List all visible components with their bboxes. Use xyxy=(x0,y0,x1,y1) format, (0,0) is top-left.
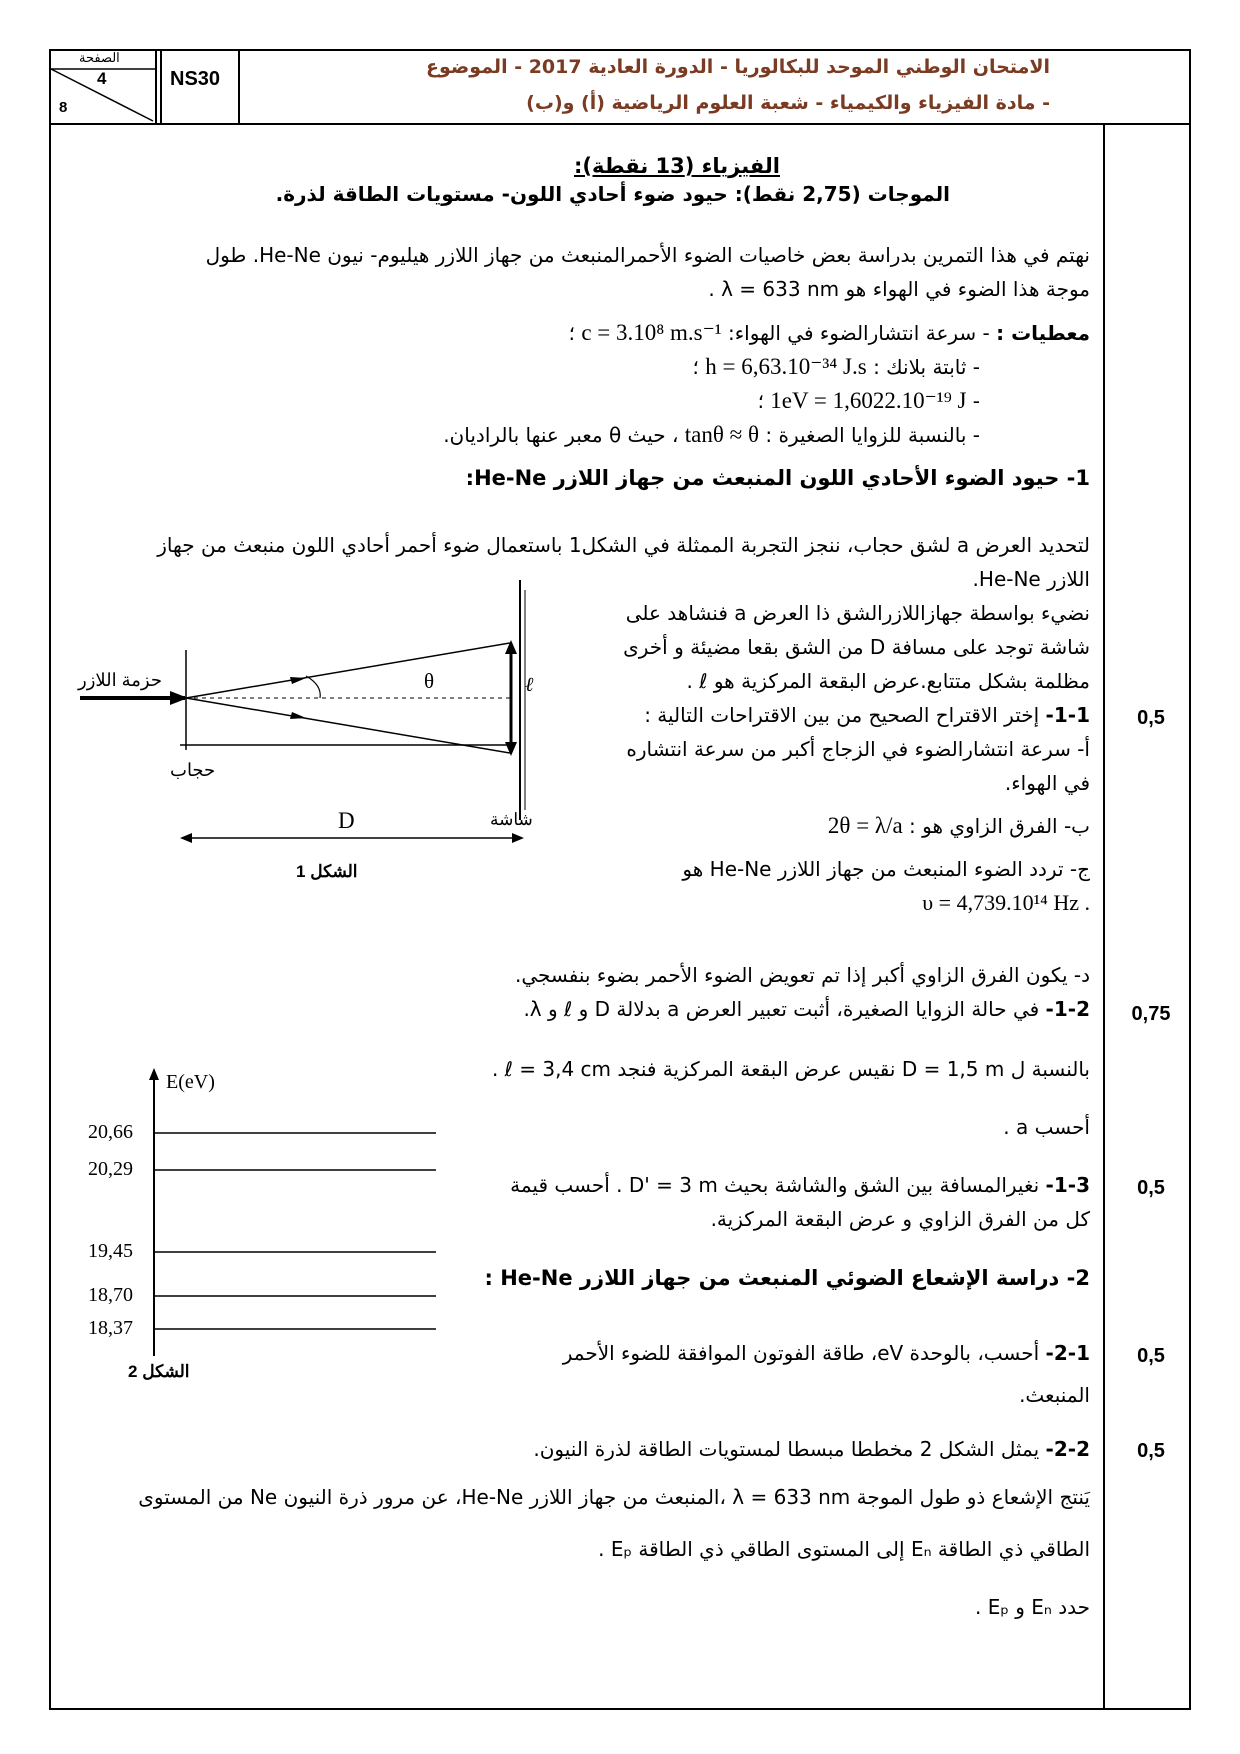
intro-line1: نهتم في هذا التمرين بدراسة بعض خاصيات الضوء الأحمرالمنبعث من جهاز اللازر هيليوم- نيون He-Ne. طول xyxy=(205,243,1090,267)
energy-axis-arrow xyxy=(149,1068,159,1080)
data-item1-formula: c = 3.10⁸ m.s⁻¹ xyxy=(581,320,722,345)
width-arrow-top xyxy=(505,640,517,654)
data-block xyxy=(190,316,1090,452)
figure1-caption: الشكل 1 xyxy=(296,862,358,881)
exam-code: NS30 xyxy=(170,68,221,90)
q12 xyxy=(290,992,1090,1026)
level-label-18-70: 18,70 xyxy=(88,1284,133,1306)
total-pages: 8 xyxy=(59,99,68,116)
upper-ray xyxy=(186,643,510,698)
figure1-screen-label: شاشة xyxy=(490,810,533,829)
data-item3-text: - xyxy=(972,389,980,413)
option-b xyxy=(590,800,1090,852)
option-d: د- يكون الفرق الزاوي أكبر إذا تم تعويض الضوء الأحمر بضوء بنفسجي. xyxy=(514,963,1090,987)
q22-body-line2: الطاقي ذي الطاقة Eₙ إلى المستوى الطاقي ذي الطاقة Eₚ . xyxy=(598,1537,1090,1561)
figure1-distance: D xyxy=(338,808,355,833)
section1-p2-line1: نضيء بواسطة جهازاللازرالشق ذا العرض a فنشاهد على xyxy=(625,601,1090,625)
data-line3 xyxy=(190,384,1090,418)
data-line1 xyxy=(190,316,1090,350)
intro-line2: موجة هذا الضوء في الهواء هو λ = 633 nm . xyxy=(708,277,1090,301)
section2-title: 2- دراسة الإشعاع الضوئي المنبعث من جهاز اللازر He-Ne : xyxy=(484,1266,1090,1290)
option-b-formula: 2θ = λ/a xyxy=(827,813,903,838)
angle-arc xyxy=(306,676,320,698)
option-a-line1: أ- سرعة انتشارالضوء في الزجاج أكبر من سرعة انتشاره xyxy=(626,737,1090,761)
upper-ray-arrow xyxy=(290,677,306,684)
option-c-line1: ج- تردد الضوء المنبعث من جهاز اللازر He-Ne هو xyxy=(682,857,1090,881)
section1-p1b: اللازر He-Ne. xyxy=(972,567,1090,591)
lower-ray-arrow xyxy=(290,712,306,719)
section1-p2-line3: مظلمة بشكل متتابع.عرض البقعة المركزية هو ℓ . xyxy=(686,669,1090,693)
header-title-line1: الامتحان الوطني الموحد للبكالوريا - الدورة العادية 2017 - الموضوع xyxy=(426,56,1050,78)
section1-p2 xyxy=(590,596,1090,698)
figure2-energy-diagram xyxy=(140,1066,440,1366)
level-label-20-29: 20,29 xyxy=(88,1158,133,1180)
q12-text: في حالة الزوايا الصغيرة، أثبت تعبير العرض a بدلالة D و ℓ و λ. xyxy=(523,997,1040,1021)
q21-score: 0,5 xyxy=(1137,1345,1165,1367)
level-label-19-45: 19,45 xyxy=(88,1240,133,1262)
figure1-laser-label: حزمة اللازر xyxy=(78,670,162,690)
figure1-slit-label: حجاب xyxy=(170,760,216,780)
figure1-diagram xyxy=(70,580,550,840)
page-number: 4 xyxy=(97,69,107,88)
data-item2-formula: h = 6,63.10⁻³⁴ J.s xyxy=(705,354,867,379)
header-title-line2: - مادة الفيزياء والكيمياء - شعبة العلوم الرياضية (أ) و(ب) xyxy=(526,92,1050,114)
option-c-line2: . υ = 4,739.10¹⁴ Hz xyxy=(922,890,1090,915)
q21-line1 xyxy=(490,1336,1090,1370)
q22-text: يمثل الشكل 2 مخططا مبسطا لمستويات الطاقة لذرة النيون. xyxy=(533,1437,1040,1461)
q22 xyxy=(290,1432,1090,1466)
figure1-theta: θ xyxy=(424,669,435,693)
option-a-line2: في الهواء. xyxy=(1004,771,1090,795)
data-item3-formula: 1eV = 1,6022.10⁻¹⁹ J xyxy=(770,388,967,413)
q22-score: 0,5 xyxy=(1137,1440,1165,1462)
score-column-divider xyxy=(1103,125,1105,1710)
q13-text-line1: نغيرالمسافة بين الشق والشاشة بحيث D' = 3 m . أحسب قيمة xyxy=(510,1173,1040,1197)
q12-score: 0,75 xyxy=(1131,1003,1171,1025)
section1-p1: لتحديد العرض a لشق حجاب، ننجز التجربة الممثلة في الشكل1 باستعمال ضوء أحمر أحادي اللون منبعث من جهاز xyxy=(157,533,1090,557)
data-separator: ؛ xyxy=(568,321,575,345)
page-label: الصفحة xyxy=(79,50,120,65)
q11-text: إختر الاقتراح الصحيح من بين الاقتراحات التالية : xyxy=(644,703,1040,727)
page-number-box xyxy=(49,49,157,125)
data-item4-formula: tanθ ≈ θ xyxy=(684,422,760,447)
data-item2-text: - ثابتة بلانك : xyxy=(873,355,980,379)
q21-line2: المنبعث. xyxy=(1019,1383,1090,1407)
q11-number: 1-1- xyxy=(1045,703,1090,727)
q11-options xyxy=(590,732,1090,920)
level-label-20-66: 20,66 xyxy=(88,1121,133,1143)
q11 xyxy=(590,698,1090,732)
level-label-18-37: 18,37 xyxy=(88,1317,133,1339)
data-line4 xyxy=(190,418,1090,452)
q13-number: 1-3- xyxy=(1045,1173,1090,1197)
q22-number: 2-2- xyxy=(1045,1437,1090,1461)
figure1-width: ℓ xyxy=(525,674,534,696)
q13-line2: كل من الفرق الزاوي و عرض البقعة المركزية. xyxy=(710,1207,1090,1231)
data-item4-tail: ، حيث θ معبر عنها بالراديان. xyxy=(443,423,679,447)
option-b-text: ب- الفرق الزاوي هو : xyxy=(909,814,1090,838)
figure2-axis-label: E(eV) xyxy=(166,1071,215,1093)
data-separator-3: ؛ xyxy=(757,389,764,413)
data-item1-text: - سرعة انتشارالضوء في الهواء: xyxy=(728,321,990,345)
section1-title: 1- حيود الضوء الأحادي اللون المنبعث من جهاز اللازر He-Ne: xyxy=(465,466,1090,490)
q12-compute: أحسب a . xyxy=(1003,1115,1090,1139)
q22-determine: حدد Eₙ و Eₚ . xyxy=(974,1595,1090,1619)
data-separator-2: ؛ xyxy=(692,355,699,379)
q13 xyxy=(490,1168,1090,1236)
q21-number: 2-1- xyxy=(1045,1341,1090,1365)
data-label: معطيات : xyxy=(996,321,1090,345)
q12-number: 1-2- xyxy=(1045,997,1090,1021)
q22-body-line1: يَنتج الإشعاع ذو طول الموجة λ = 633 nm ،المنبعث من جهاز اللازر He-Ne، عن مرور ذرة النيون Ne من المستوى xyxy=(138,1485,1090,1509)
q13-score: 0,5 xyxy=(1137,1177,1165,1199)
q11-score: 0,5 xyxy=(1137,707,1165,729)
width-arrow-bottom xyxy=(505,742,517,756)
section1-p2-line2: شاشة توجد على مسافة D من الشق بقعا مضيئة و أخرى xyxy=(623,635,1090,659)
q21 xyxy=(490,1336,1090,1412)
part-subtitle: الموجات (2,75 نقط): حيود ضوء أحادي اللون- مستويات الطاقة لذرة. xyxy=(275,182,950,206)
q12-measure: بالنسبة ل D = 1,5 m نقيس عرض البقعة المركزية فنجد ℓ = 3,4 cm . xyxy=(491,1057,1090,1081)
data-item4-text: - بالنسبة للزوايا الصغيرة : xyxy=(765,423,980,447)
data-line2 xyxy=(190,350,1090,384)
part-title: الفيزياء (13 نقطة): xyxy=(574,154,780,178)
figure2-caption: الشكل 2 xyxy=(128,1362,190,1381)
q21-text-line1: أحسب، بالوحدة eV، طاقة الفوتون الموافقة للضوء الأحمر xyxy=(562,1341,1040,1365)
q13-line1 xyxy=(490,1168,1090,1202)
